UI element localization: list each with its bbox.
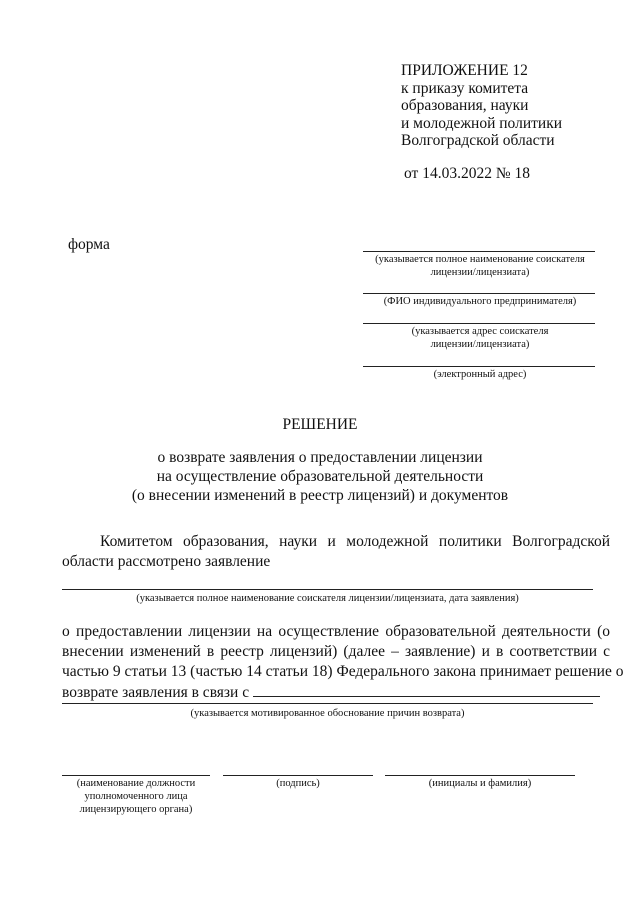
body-line-4-text: возврате заявления в связи с [62,684,250,701]
email-caption: (электронный адрес) [433,369,527,380]
reason-caption: (указывается мотивированное обоснование причин возврата) [190,708,465,719]
decision-subtitle-line: (о внесении изменений в реестр лицензий) и документов [131,487,509,504]
reason-inline-fill [253,682,600,697]
recipient-name-line [363,251,595,252]
body-line-3: частью 9 статьи 13 (частью 14 статьи 18) Федерального закона принимает решение о [62,663,624,680]
intro-line-2: области рассмотрено заявление [62,553,271,570]
decision-subtitle [0,448,640,505]
appendix-line: образования, науки [401,97,529,114]
decision-subtitle-line: на осуществление образовательной деятельности [156,468,484,485]
entrepreneur-name-line [363,293,595,294]
body-line-1: о предоставлении лицензии на осуществление образовательной деятельности (о [62,623,610,640]
signature-line [223,775,373,776]
body-line-4 [62,682,610,703]
appendix-line: ПРИЛОЖЕНИЕ 12 [401,62,528,79]
decision-subtitle-line: о возврате заявления о предоставлении лицензии [157,449,483,466]
body-paragraph [62,622,624,703]
body-line-2: внесении изменений в реестр лицензий) (далее – заявление) и в соответствии с [62,643,610,660]
recipient-name-caption: (указывается полное наименование соискателя лицензии/лицензиата) [375,254,585,278]
recipient-address-caption: (указывается адрес соискателя лицензии/лицензиата) [411,326,549,350]
appendix-line: к приказу комитета [401,79,529,97]
entrepreneur-name-caption: (ФИО индивидуального предпринимателя) [383,296,577,307]
applicant-caption: (указывается полное наименование соискателя лицензии/лицензиата, дата заявления) [136,593,519,604]
form-label: форма [68,236,110,253]
name-caption: (инициалы и фамилия) [428,778,532,789]
appendix-block [401,62,562,150]
reason-line [62,703,593,704]
email-line [363,366,595,367]
appendix-line: и молодежной политики [401,114,563,132]
appendix-line: Волгоградской области [401,132,555,149]
applicant-line [62,589,593,590]
intro-paragraph [62,532,610,572]
recipient-address-line [363,323,595,324]
decision-title: РЕШЕНИЕ [282,416,358,433]
intro-line-1: Комитетом образования, науки и молодежной политики Волгоградской [100,533,610,550]
order-date: от 14.03.2022 № 18 [404,165,530,182]
position-caption: (наименование должности уполномоченного лица лицензирующего органа) [76,778,196,815]
signature-caption: (подпись) [276,778,320,789]
name-line [385,775,575,776]
position-line [62,775,210,776]
